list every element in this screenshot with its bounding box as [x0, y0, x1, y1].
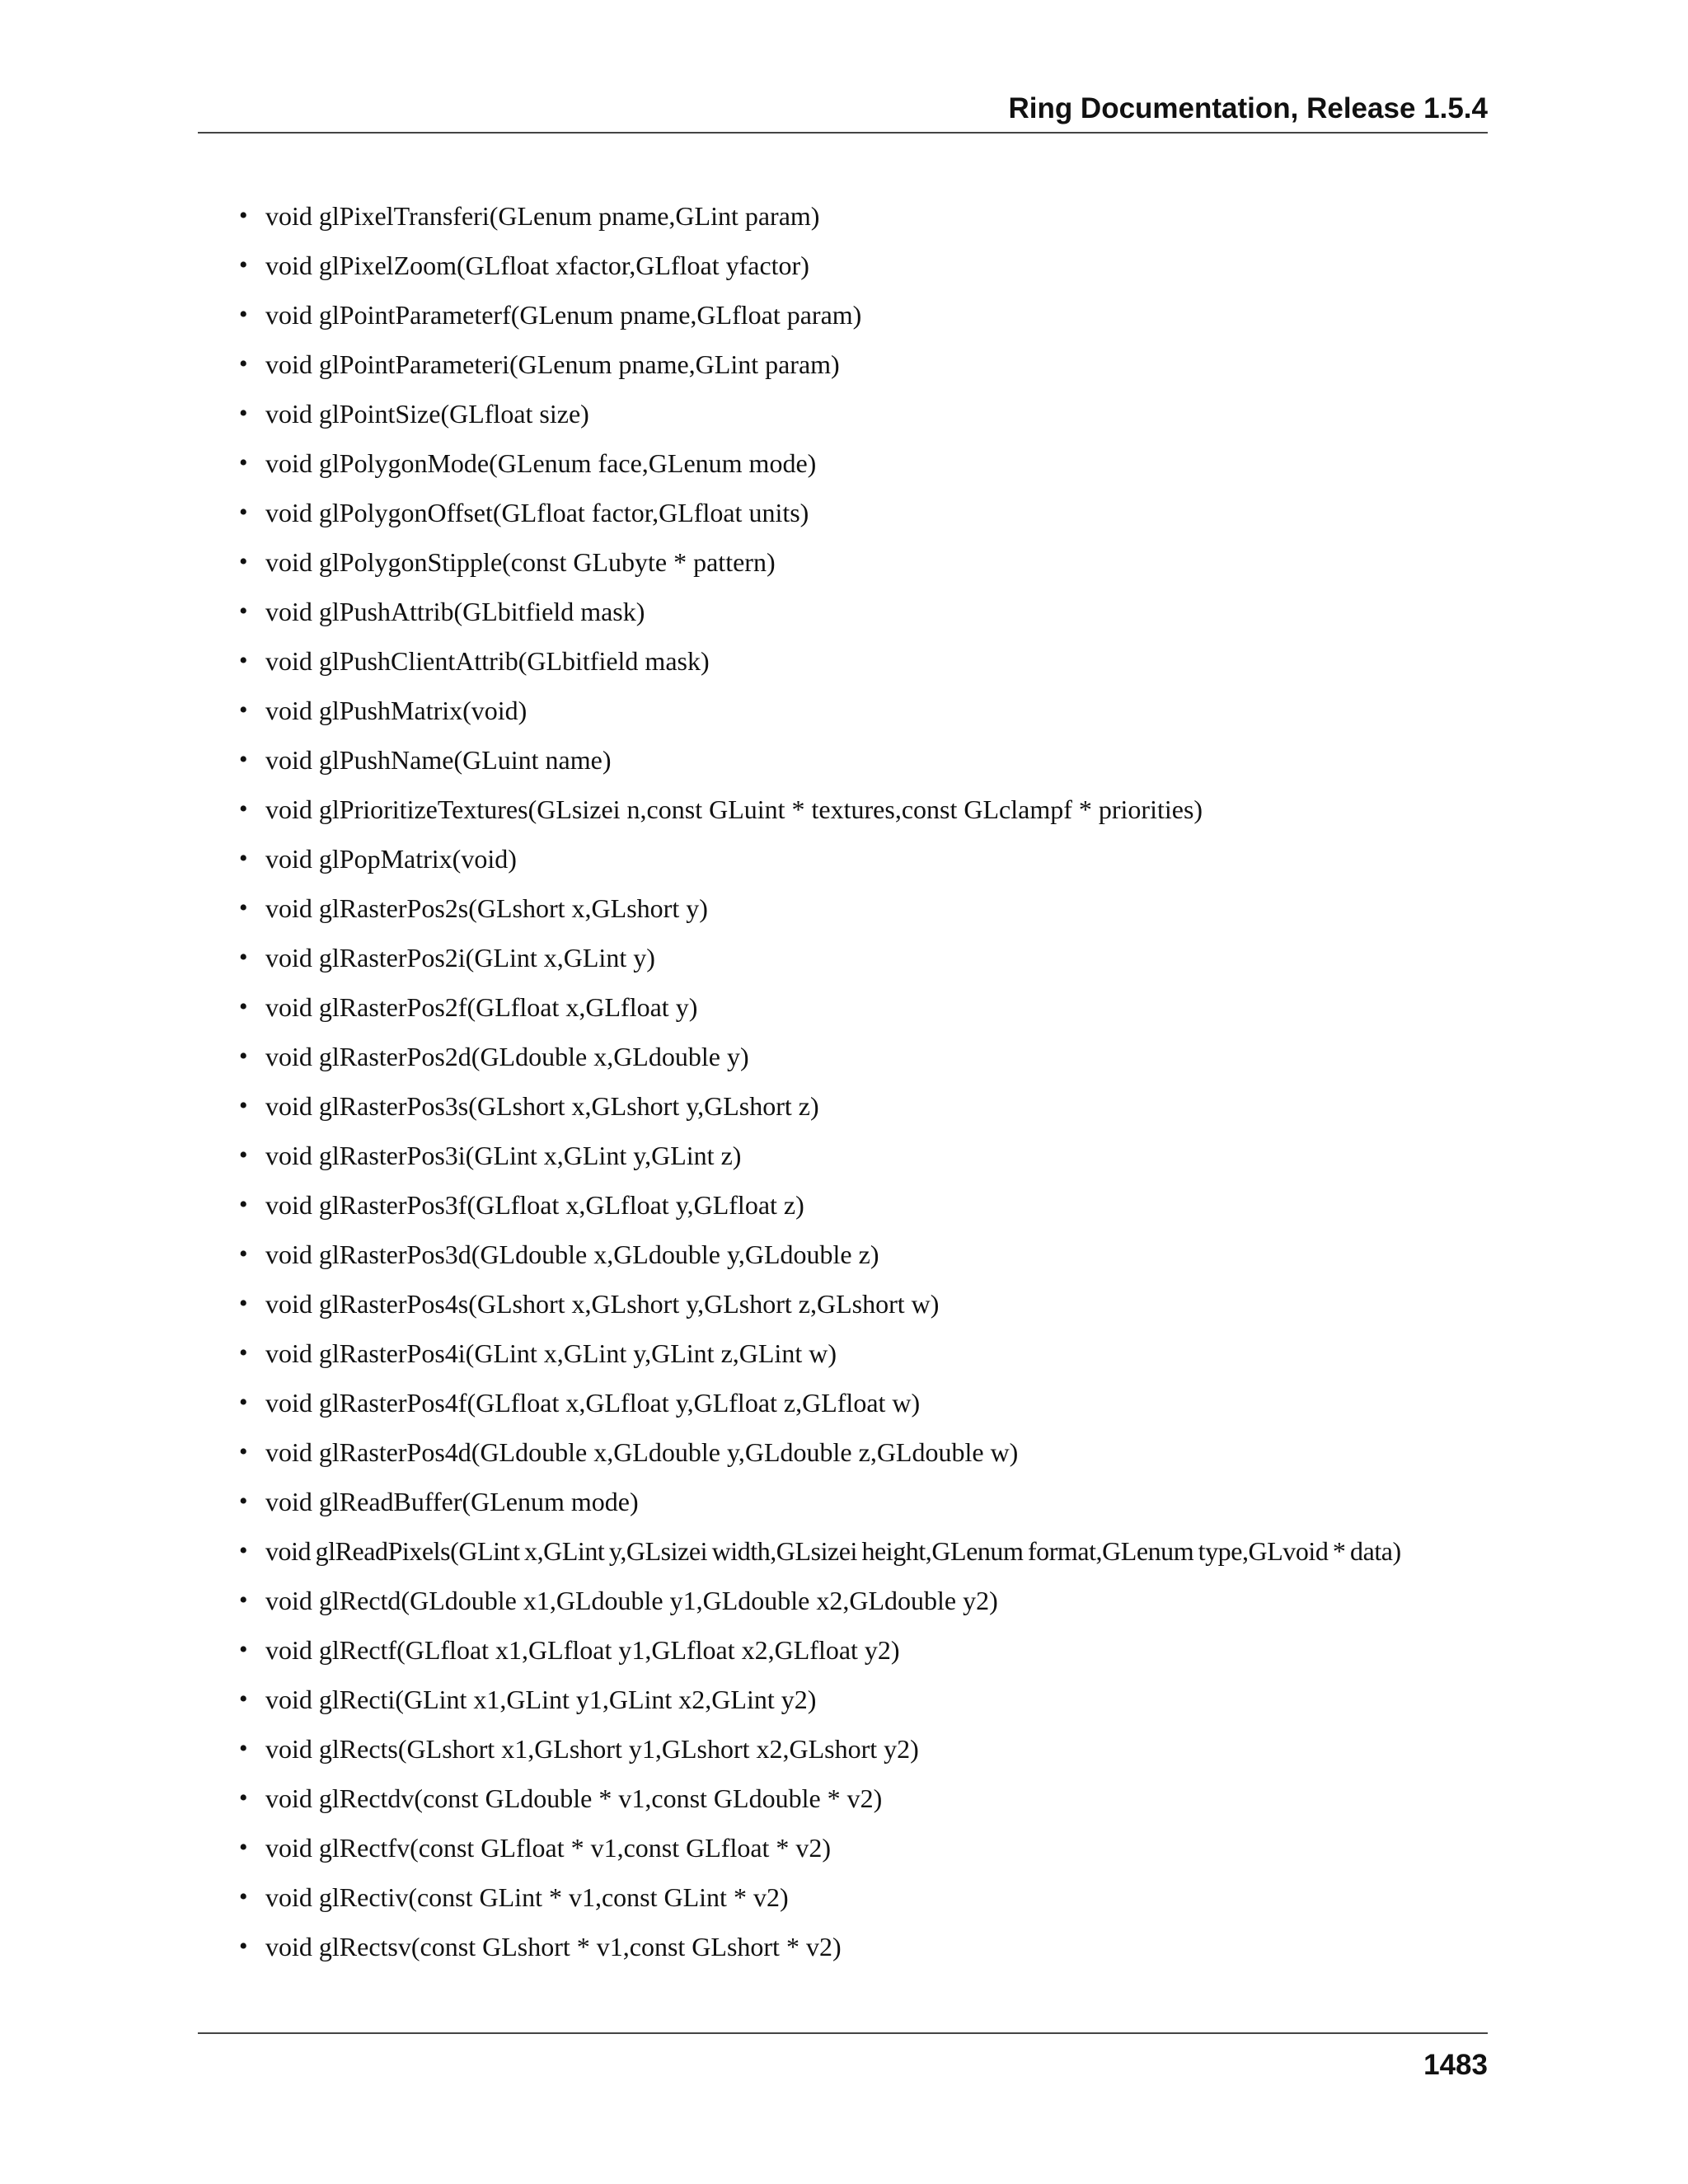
page-footer: [198, 2032, 1488, 2081]
bullet-icon: •: [239, 795, 248, 823]
function-signature: void glPolygonOffset(GLfloat factor,GLfloat units): [265, 498, 809, 527]
function-list: [239, 199, 1492, 1980]
list-item: [239, 1782, 1492, 1831]
list-item: [239, 1633, 1492, 1683]
list-item: [239, 1535, 1492, 1584]
bullet-icon: •: [239, 845, 248, 872]
bullet-icon: •: [239, 1685, 248, 1713]
list-item: [239, 397, 1492, 447]
bullet-icon: •: [239, 1141, 248, 1169]
list-item: [239, 1930, 1492, 1980]
bullet-icon: •: [239, 251, 248, 279]
function-signature: void glPixelTransferi(GLenum pname,GLint param): [265, 201, 820, 231]
bullet-icon: •: [239, 1537, 248, 1564]
list-item: [239, 793, 1492, 842]
bullet-icon: •: [239, 647, 248, 674]
function-signature: void glRasterPos3f(GLfloat x,GLfloat y,GLfloat z): [265, 1190, 804, 1220]
function-signature: void glRectf(GLfloat x1,GLfloat y1,GLfloat x2,GLfloat y2): [265, 1635, 900, 1665]
list-item: [239, 991, 1492, 1040]
bullet-icon: •: [239, 202, 248, 229]
bullet-icon: •: [239, 1191, 248, 1218]
list-item: [239, 1287, 1492, 1337]
list-item: [239, 1732, 1492, 1782]
function-signature: void glPushName(GLuint name): [265, 745, 612, 775]
bullet-icon: •: [239, 499, 248, 526]
bullet-icon: •: [239, 598, 248, 625]
bullet-icon: •: [239, 400, 248, 427]
function-signature: void glRasterPos3s(GLshort x,GLshort y,GLshort z): [265, 1091, 819, 1121]
function-signature: void glPushAttrib(GLbitfield mask): [265, 597, 645, 626]
bullet-icon: •: [239, 1883, 248, 1910]
bullet-icon: •: [239, 1586, 248, 1614]
function-signature: void glPointParameteri(GLenum pname,GLint param): [265, 349, 840, 379]
list-item: [239, 447, 1492, 496]
list-item: [239, 743, 1492, 793]
list-item: [239, 298, 1492, 348]
function-signature: void glRasterPos2i(GLint x,GLint y): [265, 943, 655, 972]
function-signature: void glRasterPos3d(GLdouble x,GLdouble y,GLdouble z): [265, 1240, 879, 1269]
list-item: [239, 1337, 1492, 1386]
function-signature: void glRecti(GLint x1,GLint y1,GLint x2,GLint y2): [265, 1685, 817, 1714]
list-item: [239, 892, 1492, 941]
function-signature: void glRasterPos2s(GLshort x,GLshort y): [265, 893, 708, 923]
bullet-icon: •: [239, 746, 248, 773]
function-signature: void glRectfv(const GLfloat * v1,const GLfloat * v2): [265, 1833, 832, 1863]
list-item: [239, 694, 1492, 743]
function-signature: void glPolygonStipple(const GLubyte * pattern): [265, 547, 776, 577]
bullet-icon: •: [239, 1290, 248, 1317]
list-item: [239, 1238, 1492, 1287]
bullet-icon: •: [239, 1339, 248, 1366]
list-item: [239, 1831, 1492, 1881]
page-header: [198, 89, 1488, 134]
list-item: [239, 1485, 1492, 1535]
function-signature: void glRasterPos2f(GLfloat x,GLfloat y): [265, 992, 698, 1022]
list-item: [239, 348, 1492, 397]
function-signature: void glReadPixels(GLint x,GLint y,GLsizei width,GLsizei height,GLenum format,GLenum type,GLvoid * data): [265, 1536, 1401, 1566]
function-signature: void glRectiv(const GLint * v1,const GLint * v2): [265, 1882, 789, 1912]
function-signature: void glReadBuffer(GLenum mode): [265, 1487, 639, 1516]
function-signature: void glPushClientAttrib(GLbitfield mask): [265, 646, 710, 676]
function-signature: void glPolygonMode(GLenum face,GLenum mode): [265, 448, 817, 478]
bullet-icon: •: [239, 350, 248, 377]
function-signature: void glRasterPos4f(GLfloat x,GLfloat y,GLfloat z,GLfloat w): [265, 1388, 921, 1418]
bullet-icon: •: [239, 1735, 248, 1762]
bullet-icon: •: [239, 944, 248, 971]
bullet-icon: •: [239, 301, 248, 328]
function-signature: void glPointSize(GLfloat size): [265, 399, 589, 429]
list-item: [239, 1139, 1492, 1188]
bullet-icon: •: [239, 449, 248, 476]
function-signature: void glRasterPos4d(GLdouble x,GLdouble y,GLdouble z,GLdouble w): [265, 1437, 1019, 1467]
bullet-icon: •: [239, 1389, 248, 1416]
list-item: [239, 1040, 1492, 1090]
list-item: [239, 941, 1492, 991]
bullet-icon: •: [239, 1488, 248, 1515]
list-item: [239, 1090, 1492, 1139]
function-signature: void glRasterPos2d(GLdouble x,GLdouble y): [265, 1042, 749, 1071]
list-item: [239, 644, 1492, 694]
function-signature: void glRasterPos3i(GLint x,GLint y,GLint z): [265, 1141, 742, 1170]
list-item: [239, 1436, 1492, 1485]
bullet-icon: •: [239, 1933, 248, 1960]
function-signature: void glPointParameterf(GLenum pname,GLfloat param): [265, 300, 862, 330]
list-item: [239, 1386, 1492, 1436]
list-item: [239, 496, 1492, 546]
list-item: [239, 842, 1492, 892]
bullet-icon: •: [239, 1784, 248, 1811]
function-signature: void glPushMatrix(void): [265, 696, 528, 725]
bullet-icon: •: [239, 1092, 248, 1119]
document-title: Ring Documentation, Release 1.5.4: [1008, 92, 1488, 124]
function-signature: void glRasterPos4s(GLshort x,GLshort y,GLshort z,GLshort w): [265, 1289, 940, 1319]
list-item: [239, 595, 1492, 644]
list-item: [239, 1188, 1492, 1238]
list-item: [239, 199, 1492, 249]
function-signature: void glRects(GLshort x1,GLshort y1,GLshort x2,GLshort y2): [265, 1734, 919, 1764]
list-item: [239, 546, 1492, 595]
page-number: 1483: [1423, 2049, 1488, 2081]
list-item: [239, 1881, 1492, 1930]
list-item: [239, 1584, 1492, 1633]
function-signature: void glPrioritizeTextures(GLsizei n,const GLuint * textures,const GLclampf * priorities): [265, 794, 1203, 824]
bullet-icon: •: [239, 894, 248, 921]
bullet-icon: •: [239, 1834, 248, 1861]
function-signature: void glRectdv(const GLdouble * v1,const GLdouble * v2): [265, 1783, 883, 1813]
bullet-icon: •: [239, 993, 248, 1020]
bullet-icon: •: [239, 1438, 248, 1465]
function-signature: void glPixelZoom(GLfloat xfactor,GLfloat yfactor): [265, 251, 809, 280]
function-signature: void glRectd(GLdouble x1,GLdouble y1,GLdouble x2,GLdouble y2): [265, 1586, 998, 1615]
function-signature: void glRasterPos4i(GLint x,GLint y,GLint z,GLint w): [265, 1338, 837, 1368]
bullet-icon: •: [239, 1636, 248, 1663]
bullet-icon: •: [239, 1240, 248, 1268]
list-item: [239, 1683, 1492, 1732]
bullet-icon: •: [239, 548, 248, 575]
list-item: [239, 249, 1492, 298]
function-signature: void glRectsv(const GLshort * v1,const GLshort * v2): [265, 1932, 842, 1961]
bullet-icon: •: [239, 696, 248, 724]
function-signature: void glPopMatrix(void): [265, 844, 517, 874]
bullet-icon: •: [239, 1043, 248, 1070]
